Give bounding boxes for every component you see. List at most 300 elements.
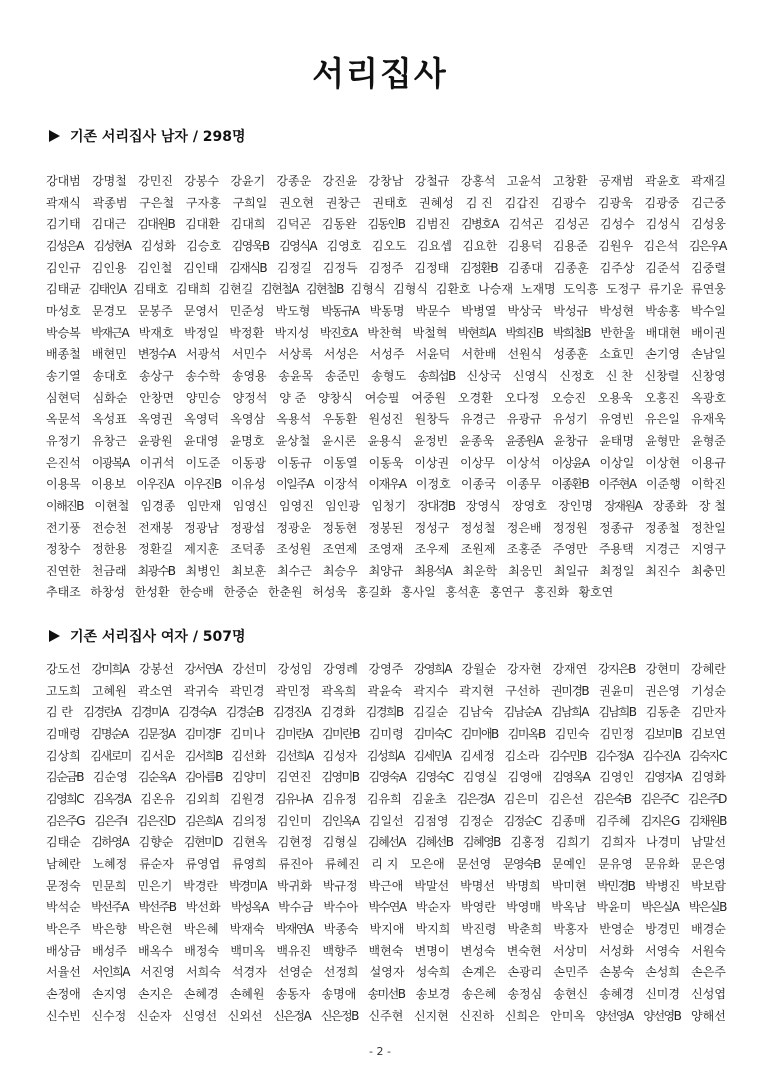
member-name: 구선하 (505, 683, 540, 698)
member-name: 곽재길 (691, 174, 726, 188)
name-row (46, 518, 726, 540)
member-name: 김미나 (230, 726, 266, 741)
member-name: 서상록 (277, 347, 313, 362)
member-name: 이동욱 (368, 455, 404, 470)
member-name: 장 철 (698, 498, 726, 513)
member-name: 박은혜 (183, 921, 219, 936)
member-name: 김대환 (185, 217, 220, 232)
member-name: 이상윤A (551, 455, 589, 470)
member-name: 전재봉 (138, 520, 173, 535)
member-name: 김미란A (275, 726, 313, 741)
member-name: 김미경F (184, 726, 221, 741)
member-name: 김용준 (552, 238, 588, 253)
member-name: 김순금B (46, 770, 84, 785)
member-name: 송혜경 (599, 986, 635, 1001)
member-name: 김태균 (46, 282, 81, 297)
member-name: 권은영 (645, 683, 680, 698)
member-name: 곽민경 (229, 683, 265, 698)
name-row (46, 453, 726, 475)
member-name: 노재명 (520, 282, 556, 297)
name-row (46, 659, 726, 681)
member-name: 홍사일 (401, 585, 436, 600)
member-name: 홍연구 (489, 585, 525, 600)
member-name: 김요한 (462, 238, 498, 253)
member-name: 박은현 (137, 921, 173, 936)
member-name: 신상국 (466, 368, 502, 383)
member-name: 고도희 (46, 683, 81, 698)
member-name: 김중렬 (691, 260, 726, 275)
member-name: 최충민 (691, 563, 726, 578)
member-name: 김석곤 (508, 217, 544, 232)
member-name: 정광섭 (230, 520, 266, 535)
member-name: 배정숙 (184, 943, 220, 958)
member-name: 곽윤호 (645, 174, 680, 188)
member-name: 김영애 (507, 770, 543, 785)
member-name: 박은주 (46, 921, 81, 936)
member-name: 이정호 (415, 477, 451, 492)
member-name: 옥광호 (691, 390, 726, 405)
member-name: 김경화 (320, 705, 356, 720)
name-row (46, 323, 726, 345)
member-name: 유은일 (645, 412, 680, 427)
member-name: 김영자A (644, 770, 682, 785)
member-name: 이우진B (183, 477, 221, 492)
member-name: 심현덕 (46, 390, 81, 405)
member-name: 서진영 (140, 965, 175, 980)
member-name: 김은진D (136, 813, 175, 828)
member-name: 김매령 (46, 726, 81, 741)
member-name: 송보경 (415, 986, 451, 1001)
member-name: 권태호 (372, 195, 408, 210)
member-name: 김온유 (140, 791, 176, 806)
member-name: 강봉선 (139, 662, 174, 676)
member-name: 윤정빈 (413, 433, 449, 448)
member-name: 강명철 (92, 174, 127, 188)
member-name: 배대현 (645, 325, 681, 340)
member-name: 백향주 (322, 943, 358, 958)
member-name: 김성현A (93, 238, 131, 253)
member-name: 이해진B (46, 498, 84, 513)
member-name: 김광욱 (597, 195, 633, 210)
member-name: 정광운 (276, 520, 312, 535)
member-name: 윤상철 (275, 433, 311, 448)
member-name: 김현미D (183, 835, 222, 850)
member-name: 윤형준 (691, 433, 726, 448)
member-name: 강창남 (368, 174, 404, 188)
member-name: 원성진 (368, 412, 404, 427)
member-name: 강진윤 (322, 174, 358, 188)
member-name: 박명선 (460, 878, 495, 893)
member-name: 장인명 (558, 498, 593, 513)
member-name: 임영진 (279, 498, 314, 513)
member-name: 손봉숙 (599, 965, 635, 980)
member-name: 송동자 (275, 986, 311, 1001)
member-name: 우동환 (322, 412, 358, 427)
member-name: 김정순 (458, 813, 494, 828)
member-name: 최보훈 (231, 563, 267, 578)
member-name: 남말선 (691, 835, 726, 850)
member-name: 양창식 (318, 390, 353, 405)
member-name: 윤창규 (553, 433, 589, 448)
member-name: 김성식 (645, 217, 681, 232)
member-name: 김점영 (413, 813, 449, 828)
member-name: 신창렬 (644, 368, 680, 383)
name-row (46, 962, 726, 984)
member-name: 김선희A (275, 748, 313, 763)
member-name: 양선영A (595, 1008, 633, 1023)
member-name: 진연한 (46, 563, 81, 578)
member-name: 강월순 (461, 662, 497, 676)
member-name: 김은경A (456, 791, 494, 806)
member-name: 손성희 (645, 965, 680, 980)
member-name: 옥성표 (92, 412, 127, 427)
member-name: 김향순 (138, 835, 174, 850)
member-name: 김태순 (46, 835, 81, 850)
member-name: 김인철 (137, 260, 173, 275)
member-name: 양선영B (643, 1008, 681, 1023)
member-name: 박재숙 (229, 921, 265, 936)
member-name: 이주현A (598, 477, 636, 492)
member-name: 강지은B (597, 662, 635, 676)
member-name: 김영옥A (552, 770, 590, 785)
member-name: 문경모 (91, 303, 127, 318)
member-name: 이준행 (645, 477, 681, 492)
member-name: 구희일 (232, 195, 268, 210)
member-name: 최양규 (368, 563, 404, 578)
member-name: 송은혜 (461, 986, 497, 1001)
member-name: 류영희 (231, 856, 267, 871)
member-name: 김만자 (691, 705, 726, 720)
member-name: 김근중 (691, 195, 726, 210)
name-row (46, 582, 726, 604)
member-name: 김범진 (415, 217, 451, 232)
member-name: 김미령 (368, 726, 404, 741)
member-name: 김인옥A (321, 813, 359, 828)
member-name: 김용덕 (507, 238, 543, 253)
member-name: 안창면 (139, 390, 175, 405)
member-name: 배성주 (92, 943, 127, 958)
member-name: 김경희B (365, 705, 403, 720)
member-name: 김새로미 (90, 748, 131, 763)
section-heading-text: 기존 서리집사 여자 / 507명 (70, 629, 246, 645)
member-name: 박현희A (457, 325, 495, 340)
member-name: 민준성 (229, 303, 265, 318)
member-name: 장종화 (652, 498, 688, 513)
member-name: 김종대 (508, 260, 543, 275)
member-name: 신 찬 (605, 368, 633, 383)
member-name: 박승복 (46, 325, 81, 340)
member-name: 강윤기 (230, 174, 266, 188)
member-name: 김남순A (503, 705, 541, 720)
member-name: 주용택 (598, 542, 634, 557)
member-name: 박성현 (599, 303, 635, 318)
name-row (46, 854, 726, 876)
member-name: 선정희 (323, 965, 359, 980)
member-name: 공재범 (598, 174, 634, 188)
member-name: 송명애 (321, 986, 357, 1001)
member-name: 김성자 (322, 748, 358, 763)
member-name: 김정순C (503, 813, 541, 828)
member-name: 이상석 (505, 455, 541, 470)
member-name: 강도선 (46, 662, 81, 676)
name-row (46, 409, 726, 431)
member-name: 김상희 (46, 748, 81, 763)
member-name: 김태호 (133, 282, 169, 297)
member-name: 정종규 (598, 520, 634, 535)
member-name: 박석순 (46, 900, 81, 915)
name-row (46, 811, 726, 833)
member-name: 박수연A (368, 900, 406, 915)
member-name: 오경환 (457, 390, 493, 405)
member-name: 김주혜 (595, 813, 631, 828)
member-name: 배상금 (46, 943, 81, 958)
member-name: 정광남 (184, 520, 220, 535)
name-row (46, 767, 726, 789)
member-name: 도익흥 (563, 282, 599, 297)
member-name: 서성주 (369, 347, 405, 362)
member-name: 김영인 (599, 770, 635, 785)
member-name: 곽윤숙 (367, 683, 403, 698)
member-name: 한승배 (179, 585, 214, 600)
member-name: 김영욱B (231, 238, 269, 253)
member-name: 박홍자 (553, 921, 589, 936)
member-name: 강영례 (323, 662, 358, 676)
member-name: 박정일 (184, 325, 219, 340)
member-name: 배옥수 (138, 943, 173, 958)
member-name: 소효민 (599, 347, 635, 362)
member-name: 송형도 (371, 368, 407, 383)
member-name: 김영화 (691, 770, 726, 785)
member-name: 설영자 (369, 965, 405, 980)
member-name: 곽귀숙 (183, 683, 219, 698)
member-name: 정동현 (322, 520, 358, 535)
name-row (46, 258, 726, 280)
name-row (46, 746, 726, 768)
member-name: 박종숙 (323, 921, 359, 936)
member-name: 김 진 (465, 195, 493, 210)
member-name: 원창득 (414, 412, 450, 427)
name-row (46, 702, 726, 724)
member-name: 강성임 (277, 662, 313, 676)
member-name: 김주상 (599, 260, 635, 275)
member-name: 강자현 (507, 662, 542, 676)
member-name: 곽소연 (137, 683, 173, 698)
member-name: 황호연 (578, 585, 614, 600)
member-name: 김원경 (230, 791, 265, 806)
member-name: 백유진 (276, 943, 312, 958)
triangle-bullet-icon (49, 130, 60, 142)
member-name: 곽민정 (275, 683, 311, 698)
member-name: 배경순 (691, 921, 726, 936)
member-name: 손혜경 (183, 986, 219, 1001)
member-name: 강철규 (414, 174, 450, 188)
member-name: 김경미A (130, 705, 168, 720)
member-name: 김홍정 (510, 835, 546, 850)
member-name: 김은주C (640, 791, 678, 806)
name-row (46, 236, 726, 258)
member-name: 김경순B (225, 705, 263, 720)
name-row (46, 984, 726, 1006)
member-name: 변명이 (414, 943, 450, 958)
member-name: 유광규 (506, 412, 542, 427)
member-name: 이용목 (46, 477, 81, 492)
member-name: 강혜란 (691, 662, 726, 676)
member-name: 강미희A (91, 662, 129, 676)
member-name: 유재욱 (691, 412, 726, 427)
member-name: 심화순 (92, 390, 128, 405)
member-name: 송정심 (507, 986, 543, 1001)
member-name: 지영구 (691, 542, 726, 557)
member-name: 조원제 (460, 542, 496, 557)
member-name: 박성규 (553, 303, 589, 318)
name-row (46, 832, 726, 854)
name-row (46, 1006, 726, 1028)
member-name: 박병진 (645, 878, 681, 893)
member-name: 김민정 (599, 726, 635, 741)
name-row (46, 561, 726, 583)
member-name: 권윤미 (599, 683, 635, 698)
member-name: 윤용식 (367, 433, 403, 448)
member-name: 신정호 (559, 368, 595, 383)
member-name: 박수일 (691, 303, 726, 318)
member-name: 조덕종 (230, 542, 266, 557)
member-name: 신수빈 (46, 1008, 81, 1023)
member-name: 윤종욱 (459, 433, 495, 448)
member-name: 박춘희 (507, 921, 543, 936)
member-name: 김영실 (462, 770, 498, 785)
member-name: 신영선 (182, 1008, 218, 1023)
member-name: 김수민B (548, 748, 586, 763)
member-name: 송준민 (324, 368, 360, 383)
member-name: 여승필 (364, 390, 400, 405)
member-name: 반영순 (599, 921, 635, 936)
member-name: 김혜선B (415, 835, 453, 850)
member-name: 정성철 (460, 520, 496, 535)
member-name: 이동규 (277, 455, 312, 470)
member-name: 고혜원 (91, 683, 127, 698)
member-name: 김경란A (83, 705, 121, 720)
member-name: 이상무 (460, 455, 495, 470)
member-name: 김기태 (46, 217, 81, 232)
member-name: 류연웅 (691, 282, 726, 297)
member-name: 서영숙 (645, 943, 680, 958)
member-name: 정창수 (46, 542, 81, 557)
member-name: 김희자 (600, 835, 636, 850)
member-name: 김지은G (640, 813, 679, 828)
member-name: 서희숙 (185, 965, 221, 980)
member-name: 김승호 (186, 238, 222, 253)
member-name: 이학진 (691, 477, 726, 492)
member-name: 김혜선A (368, 835, 405, 850)
member-name: 박윤미 (596, 900, 632, 915)
member-name: 류영엽 (185, 856, 221, 871)
member-name: 박경란 (183, 878, 219, 893)
member-name: 정은배 (506, 520, 542, 535)
member-name: 장영식 (465, 498, 501, 513)
member-name: 김의정 (231, 813, 267, 828)
member-name: 김명순A (90, 726, 128, 741)
member-name: 김형식 (350, 282, 386, 297)
member-name: 유정기 (46, 433, 81, 448)
section-heading-text: 기존 서리집사 남자 / 298명 (70, 129, 246, 145)
member-name: 모은애 (409, 856, 445, 871)
member-name: 김영호 (326, 238, 362, 253)
triangle-bullet-icon (49, 630, 60, 642)
member-name: 박송홍 (645, 303, 680, 318)
member-name: 박근애 (368, 878, 404, 893)
member-name: 김순옥A (137, 770, 175, 785)
member-name: 서윤덕 (415, 347, 451, 362)
member-name: 손광리 (507, 965, 543, 980)
member-name: 송현신 (553, 986, 589, 1001)
name-row (46, 897, 726, 919)
member-name: 김성수 (600, 217, 635, 232)
member-name: 김은우A (688, 238, 726, 253)
member-name: 고창환 (552, 174, 588, 188)
member-name: 김동인B (367, 217, 405, 232)
member-name: 박민경B (597, 878, 635, 893)
member-name: 임경종 (140, 498, 176, 513)
member-name: 김정환B (460, 260, 498, 275)
member-name: 전승천 (92, 520, 127, 535)
member-name: 신수정 (91, 1008, 127, 1023)
member-name: 박수아 (323, 900, 359, 915)
member-name: 류기운 (648, 282, 684, 297)
member-name: 강홍석 (460, 174, 496, 188)
member-name: 신은정B (320, 1008, 358, 1023)
member-name: 서한배 (461, 347, 497, 362)
member-name: 송대호 (92, 368, 128, 383)
member-name: 김광수 (551, 195, 587, 210)
member-name: 정찬일 (691, 520, 726, 535)
member-name: 성종훈 (553, 347, 589, 362)
member-name: 강대범 (46, 174, 81, 188)
member-name: 김숙자C (688, 748, 726, 763)
member-name: 최일규 (553, 563, 589, 578)
member-name: 김대원B (137, 217, 175, 232)
member-name: 조영재 (368, 542, 404, 557)
member-name: 윤대영 (183, 433, 219, 448)
section-heading-female (49, 626, 246, 646)
member-name: 류순자 (138, 856, 174, 871)
member-name: 강선미 (232, 662, 267, 676)
member-name: 정종철 (645, 520, 680, 535)
member-name: 정정원 (552, 520, 588, 535)
member-name: 옥영덕 (184, 412, 220, 427)
member-name: 박수금 (278, 900, 314, 915)
member-name: 손정애 (46, 986, 81, 1001)
member-name: 변성숙 (460, 943, 496, 958)
member-name: 정봉된 (368, 520, 404, 535)
name-row (46, 431, 726, 453)
member-name: 김미옥B (507, 726, 545, 741)
member-name: 서성은 (323, 347, 359, 362)
member-name: 강종운 (276, 174, 312, 188)
member-name: 장영호 (512, 498, 547, 513)
page-title: 서리집사 (312, 54, 448, 93)
member-name: 한성환 (134, 585, 170, 600)
member-name: 오승진 (551, 390, 587, 405)
member-name: 박옥남 (551, 900, 587, 915)
member-name: 신성엽 (691, 986, 726, 1001)
member-name: 김원우 (598, 238, 634, 253)
member-name: 지경근 (645, 542, 680, 557)
member-name: 서인희A (91, 965, 129, 980)
member-name: 박명희 (505, 878, 541, 893)
member-name: 박은실B (688, 900, 726, 915)
member-name: 배현민 (91, 347, 127, 362)
member-name: 박진호A (319, 325, 357, 340)
